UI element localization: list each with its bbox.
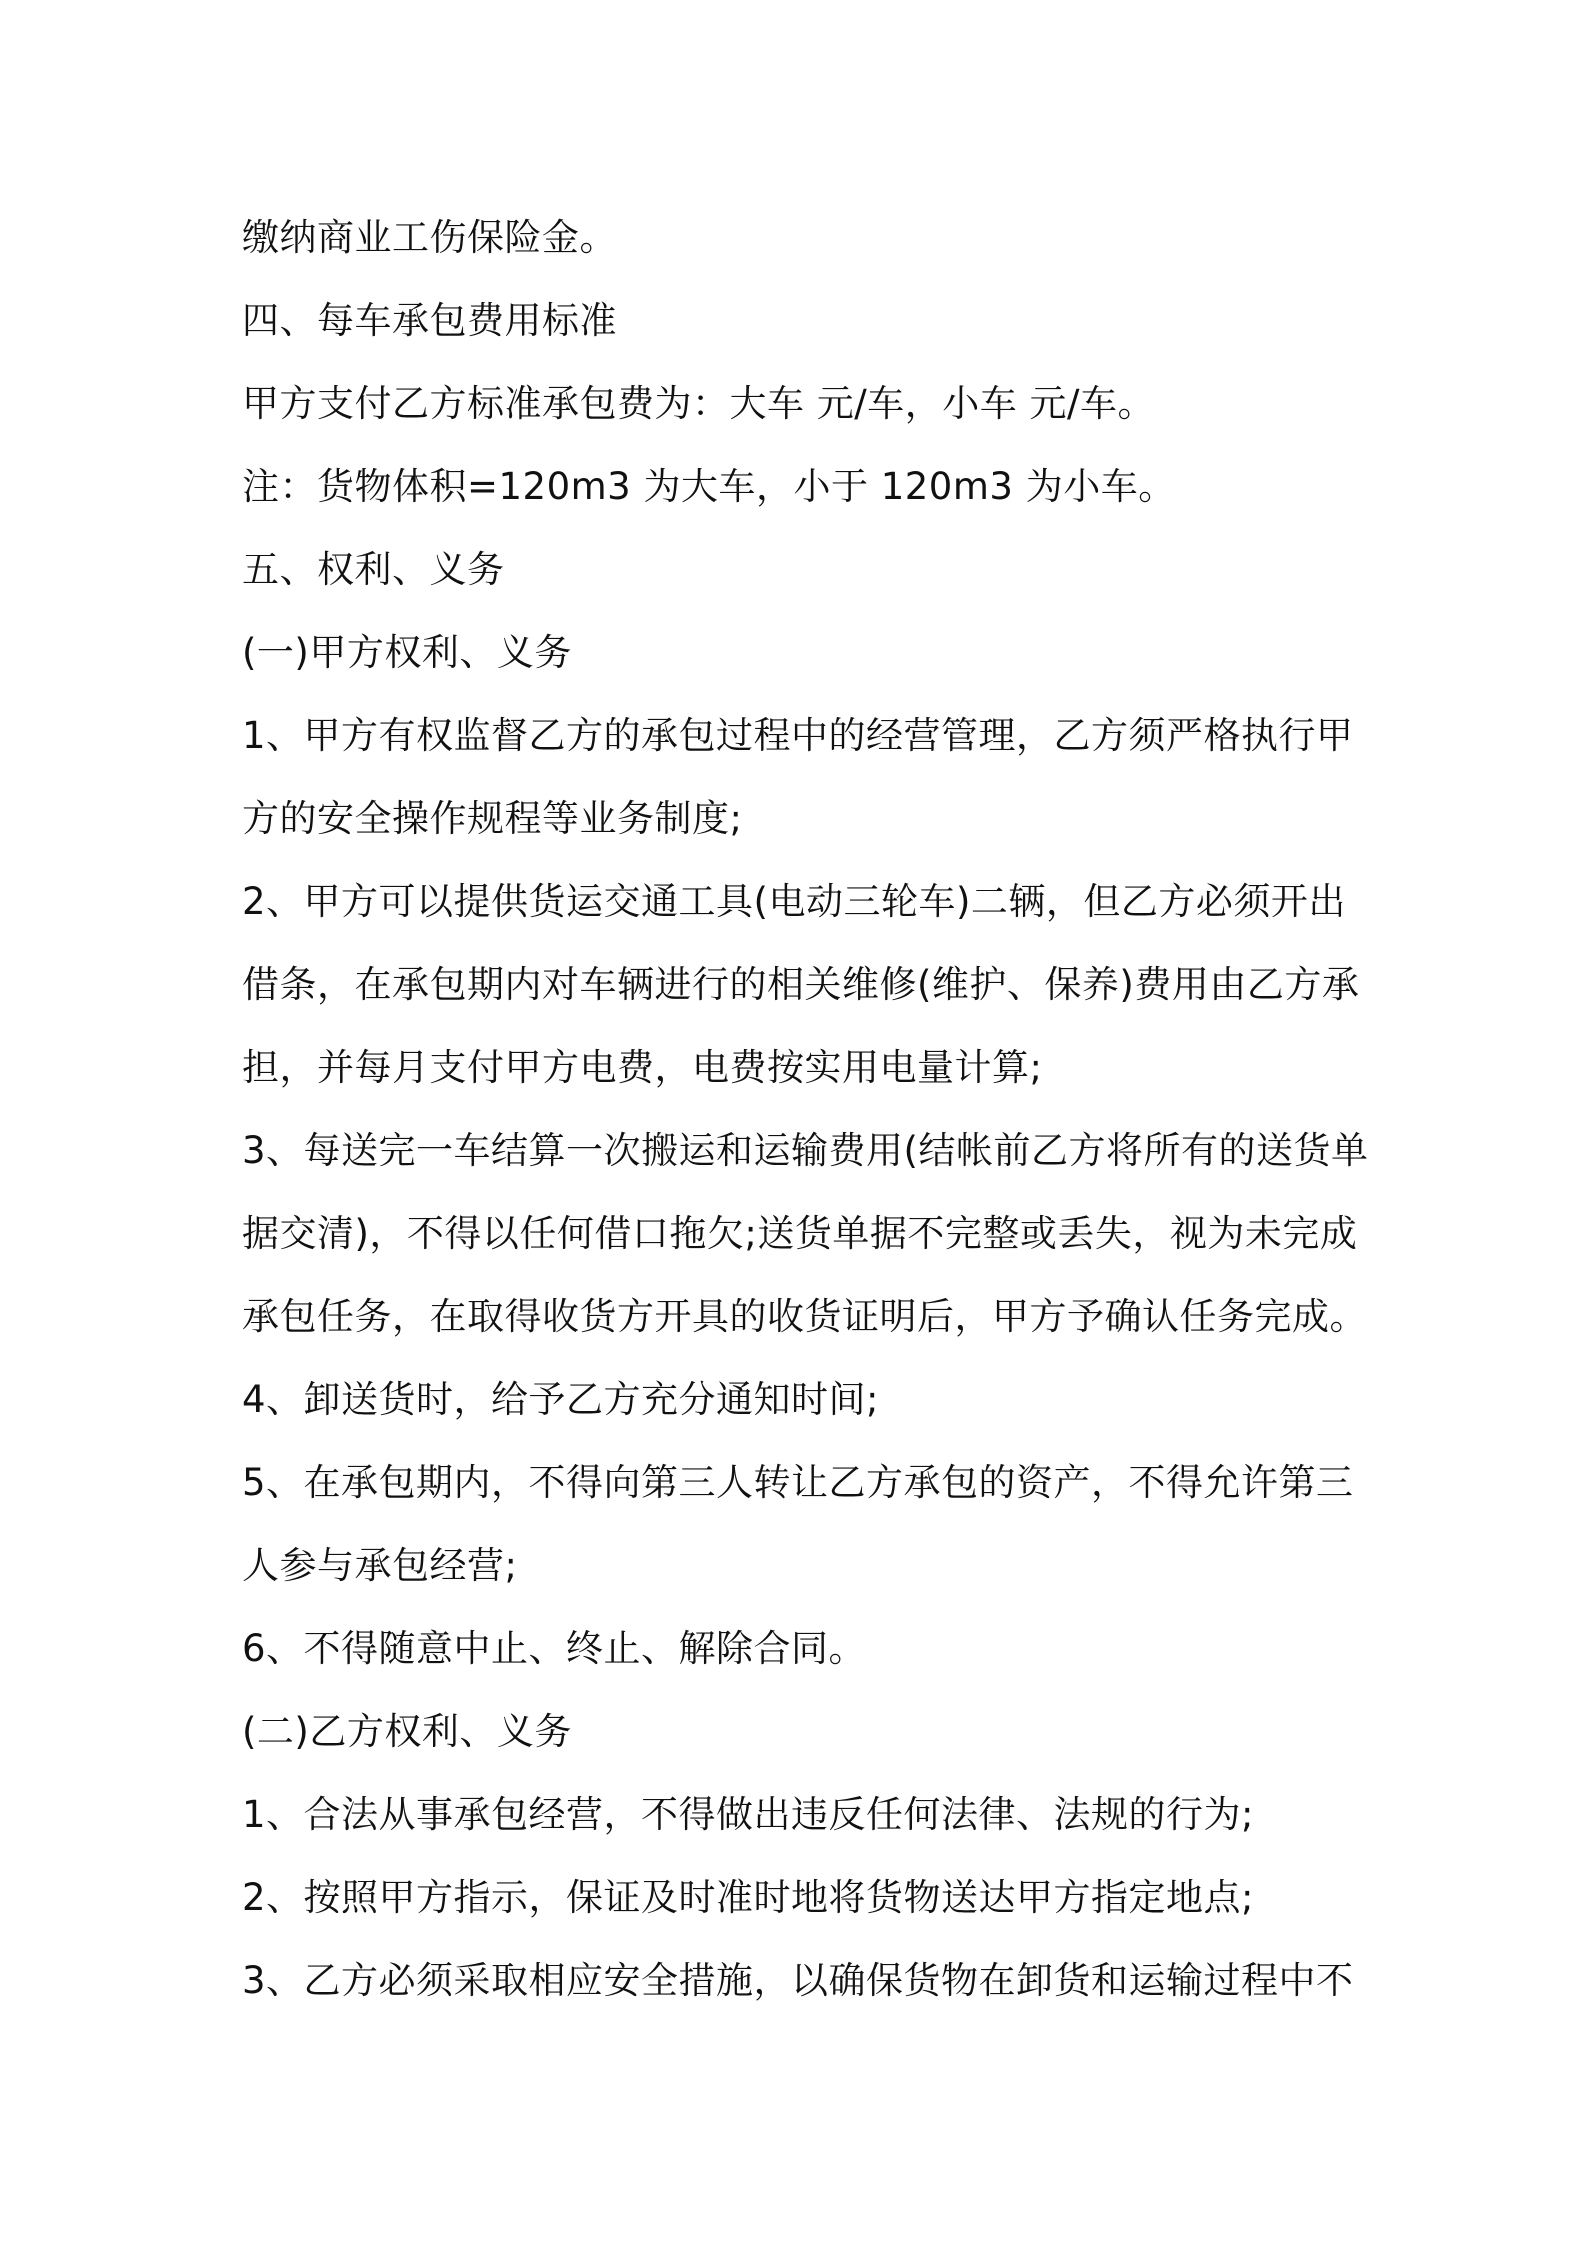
text-line: 注：货物体积=120m3 为大车，小于 120m3 为小车。 [242, 465, 1176, 508]
section-heading: 五、权利、义务 [242, 548, 505, 591]
subsection-heading: (二)乙方权利、义务 [242, 1710, 572, 1753]
text-line: 1、合法从事承包经营，不得做出违反任何法律、法规的行为; [242, 1793, 1255, 1836]
text-line: 担，并每月支付甲方电费，电费按实用电量计算; [242, 1046, 1043, 1089]
text-line: 2、甲方可以提供货运交通工具(电动三轮车)二辆，但乙方必须开出 [242, 880, 1346, 923]
text-line: 3、每送完一车结算一次搬运和运输费用(结帐前乙方将所有的送货单 [242, 1129, 1369, 1172]
section-heading: 四、每车承包费用标准 [242, 299, 617, 342]
text-line: 甲方支付乙方标准承包费为：大车 元/车，小车 元/车。 [242, 382, 1155, 425]
text-line: 3、乙方必须采取相应安全措施，以确保货物在卸货和运输过程中不 [242, 1959, 1354, 2002]
text-line: 缴纳商业工伤保险金。 [242, 216, 617, 259]
text-line: 据交清)，不得以任何借口拖欠;送货单据不完整或丢失，视为未完成 [242, 1212, 1358, 1255]
text-line: 5、在承包期内，不得向第三人转让乙方承包的资产，不得允许第三 [242, 1461, 1354, 1504]
text-line: 承包任务，在取得收货方开具的收货证明后，甲方予确认任务完成。 [242, 1295, 1367, 1338]
text-line: 2、按照甲方指示，保证及时准时地将货物送达甲方指定地点; [242, 1876, 1255, 1919]
text-line: 方的安全操作规程等业务制度; [242, 797, 743, 840]
text-line: 6、不得随意中止、终止、解除合同。 [242, 1627, 867, 1670]
text-line: 人参与承包经营; [242, 1544, 518, 1587]
text-line: 4、卸送货时，给予乙方充分通知时间; [242, 1378, 880, 1421]
text-line: 1、甲方有权监督乙方的承包过程中的经营管理，乙方须严格执行甲 [242, 714, 1354, 757]
subsection-heading: (一)甲方权利、义务 [242, 631, 572, 674]
document-body [242, 196, 1369, 2022]
text-line: 借条，在承包期内对车辆进行的相关维修(维护、保养)费用由乙方承 [242, 963, 1360, 1006]
